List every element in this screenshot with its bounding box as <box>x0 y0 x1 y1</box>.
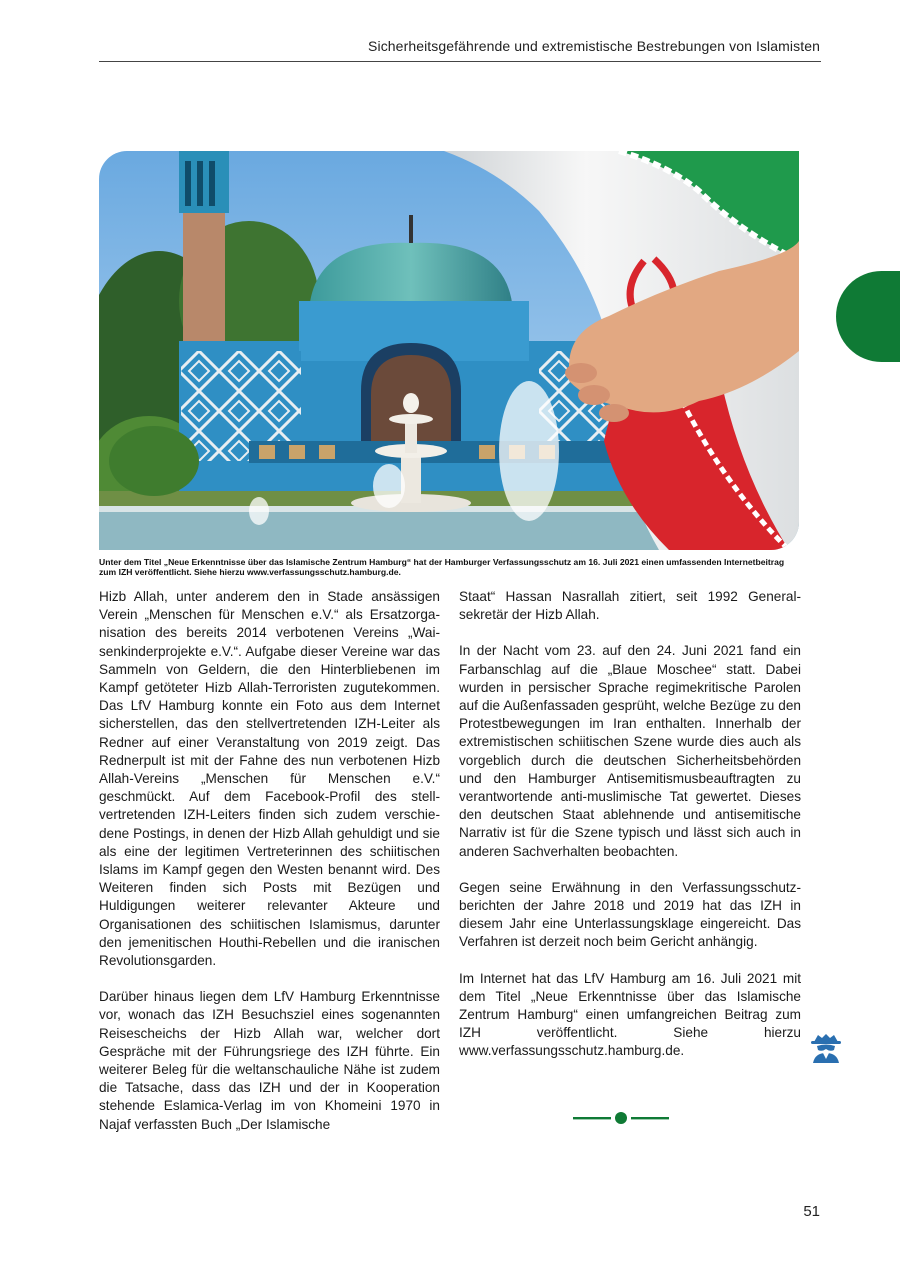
right-text-column <box>459 588 801 1079</box>
paragraph: Darüber hinaus liegen dem LfV Hamburg Erkenntnisse vor, wonach das IZH Besuchsziel eines sogenannten Reisescheichs der Hizb Allah war, welcher dort Gespräche mit der Führungsriege des IZH führte. Ein weiterer Beleg für die weltanschauliche Nähe ist zudem die Tatsache, dass das IZH und der in Kooperation stehende Eslamica-Verlag im von Khomeini 1970 in Najaf verfassten Buch „Der Islamische <box>99 989 440 1132</box>
left-text-column <box>99 588 440 1152</box>
paragraph: Im Internet hat das LfV Hamburg am 16. Juli 2021 mit dem Titel „Neue Erkenntnisse über das Islamische Zentrum Hamburg“ einen umfangreichen Beitrag zum IZH veröffentlicht. Siehe hierzu www.verfassungsschutz.hamburg.de. <box>459 970 801 1059</box>
page-number: 51 <box>803 1203 820 1220</box>
spy-agent-icon <box>808 1029 844 1065</box>
running-header: Sicherheitsgefährende und extremistische Bestrebungen von Islamisten <box>368 38 820 54</box>
header-divider <box>99 61 821 62</box>
divider-dot-ornament <box>573 1111 669 1125</box>
paragraph: In der Nacht vom 23. auf den 24. Juni 2021 fand ein Farbanschlag auf die „Blaue Moschee“ statt. Dabei wurden in persischer Sprache regimekritische Parolen auf die Außenfassaden gesprüht, welche Bezüge zu den Protestbewegungen im Iran enthalten. Innerhalb der extremistischen schiitischen Szene wurde dies auch als vorgeblich durch die deutschen Sicherheitsbehörden und den Hamburger Antisemitismusbeauftragten zu verantwortende anti-muslimische Tat gewertet. Dieses den deutschen Staat ablehnende und antisemitische Narrativ ist für die Szene typisch und lässt sich auch in anderen Sachverhalten beobachten. <box>459 643 801 859</box>
figure-caption: Unter dem Titel „Neue Erkenntnisse über das Islamische Zentrum Hamburg“ hat der Hamburger Verfassungsschutz am 16. Juli 2021 einen umfassenden Internetbeitrag zum IZH veröffentlicht. Siehe hierzu www.verfassungsschutz.hamburg.de. <box>99 557 785 577</box>
mosque-flag-photo <box>99 151 799 550</box>
paragraph: Gegen seine Erwähnung in den Verfassungsschutzberichten der Jahre 2018 und 2019 hat das IZH in diesem Jahr eine Unterlassungsklage eingereicht. Das Verfahren ist derzeit noch beim Gericht anhängig. <box>459 879 801 950</box>
paragraph: Staat“ Hassan Nasrallah zitiert, seit 1992 Generalsekretär der Hizb Allah. <box>459 589 801 623</box>
chapter-tab <box>836 271 900 362</box>
paragraph: Hizb Allah, unter anderem den in Stade ansässigen Verein „Menschen für Menschen e.V.“ als Ersatzorganisation des bereits 2014 verbotenen Vereins „Waisenkinderprojekte e.V.“. Aufgabe dieser Vereine war das Sammeln von Geldern, die den Hinterbliebenen im Kampf getöteter Hizb Allah-Terroristen zugutekommen. Das LfV Hamburg konnte ein Foto aus dem Internet sicherstellen, das den stellvertretenden IZH-Leiter als Redner auf einer Veranstaltung von 2019 zeigt. Das Rednerpult ist mit der Fahne des nun verbotenen Hizb Allah-Vereins „Menschen für Menschen e.V.“ geschmückt. Auf dem Facebook-Profil des stellvertretenden IZH-Leiters finden sich zudem verschiedene Postings, in denen der Hizb Allah gehuldigt und sie als eine der legitimen Vertreterinnen des schiitischen Islams im Kampf gegen den Westen benannt wird. Des Weiteren finden sich Posts mit Bezügen und Huldigungen weiterer relevanter Akteure und Organisationen des schiitischen Islamismus, darunter den jemenitischen Houthi-Rebellen und die iranischen Revolutionsgarden. <box>99 589 440 969</box>
